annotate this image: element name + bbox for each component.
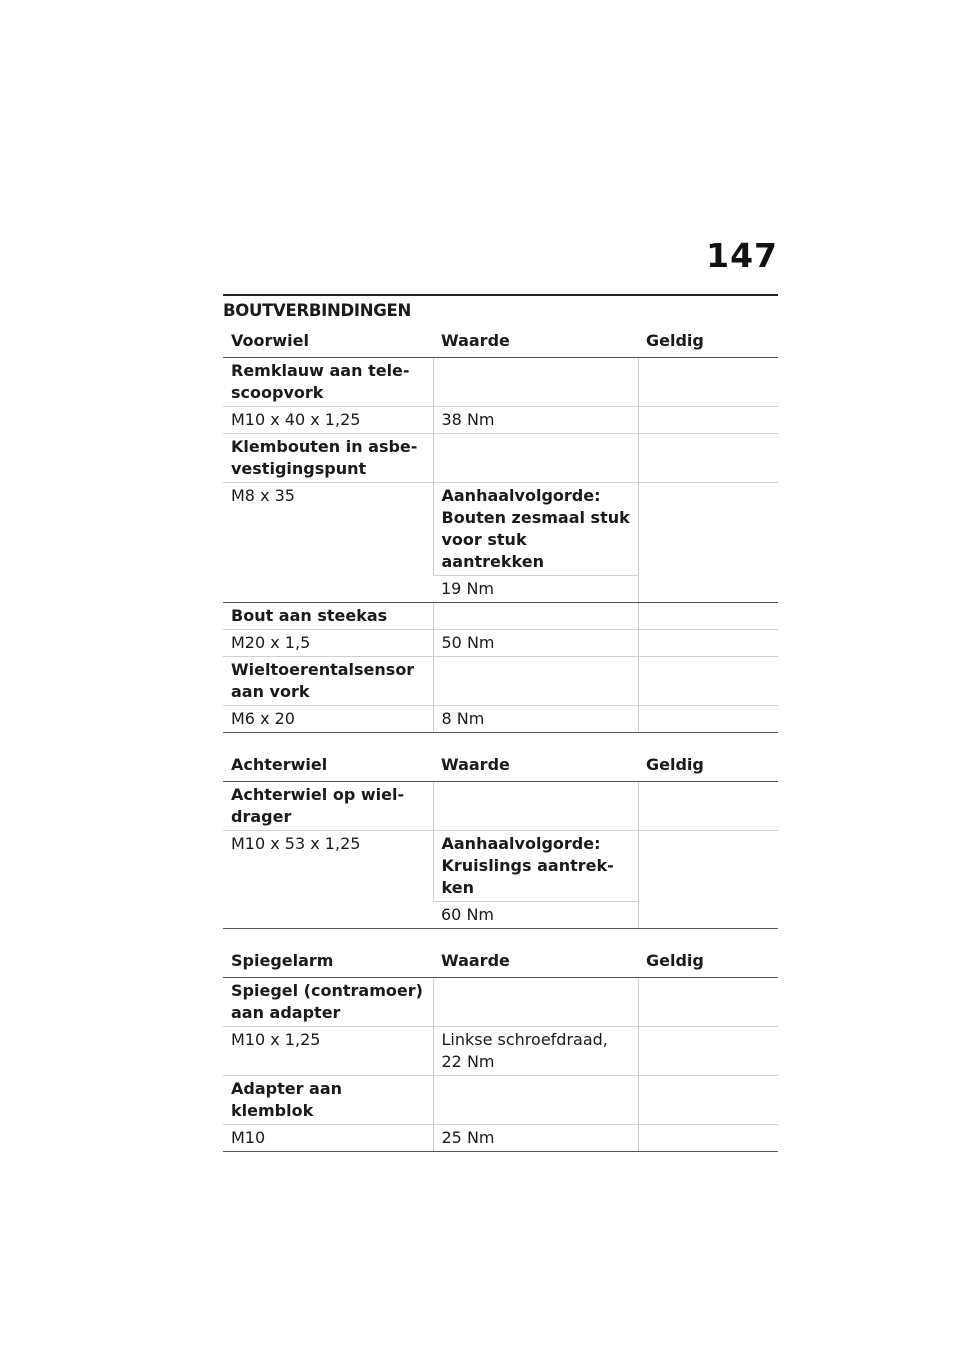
- item-value: [433, 657, 638, 706]
- item-value: [433, 1076, 638, 1125]
- page-number: 147: [706, 236, 778, 275]
- item-value: [433, 978, 638, 1027]
- table-row: [223, 1076, 778, 1125]
- item-valid: [638, 603, 778, 630]
- bolt-size: M6 x 20: [223, 706, 433, 733]
- torque-value: 19 Nm: [433, 576, 638, 603]
- header-waarde: Waarde: [433, 747, 638, 782]
- item-valid: [638, 1076, 778, 1125]
- item-name: Achterwiel op wiel-drager: [223, 782, 433, 831]
- item-valid: [638, 358, 778, 407]
- header-spiegelarm: Spiegelarm: [223, 943, 433, 978]
- item-valid: [638, 657, 778, 706]
- torque-value: 38 Nm: [433, 407, 638, 434]
- table-row: [223, 706, 778, 733]
- item-valid: [638, 630, 778, 657]
- table-spiegelarm: [223, 943, 778, 1152]
- item-valid: [638, 782, 778, 831]
- bolt-size: M10: [223, 1125, 433, 1152]
- table-row: [223, 358, 778, 407]
- torque-value: 60 Nm: [433, 902, 638, 929]
- header-geldig: Geldig: [638, 747, 778, 782]
- bolt-size: M20 x 1,5: [223, 630, 433, 657]
- table-row: [223, 434, 778, 483]
- header-voorwiel: Voorwiel: [223, 323, 433, 358]
- item-name: Spiegel (contramoer) aan adapter: [223, 978, 433, 1027]
- header-waarde: Waarde: [433, 943, 638, 978]
- item-valid: [638, 434, 778, 483]
- item-name: Adapter aan klemblok: [223, 1076, 433, 1125]
- item-valid: [638, 1125, 778, 1152]
- table-row: [223, 1125, 778, 1152]
- table-achterwiel: [223, 747, 778, 929]
- table-gap: [223, 929, 778, 943]
- header-geldig: Geldig: [638, 323, 778, 358]
- bolt-size: M8 x 35: [223, 483, 433, 603]
- item-valid: [638, 706, 778, 733]
- bolt-size: M10 x 53 x 1,25: [223, 831, 433, 929]
- item-name: Klembouten in asbe-vestigingspunt: [223, 434, 433, 483]
- item-name: Bout aan steekas: [223, 603, 433, 630]
- table-row: [223, 407, 778, 434]
- bolt-size: M10 x 40 x 1,25: [223, 407, 433, 434]
- torque-value: 25 Nm: [433, 1125, 638, 1152]
- table-row: [223, 657, 778, 706]
- tightening-order: Aanhaalvolgorde: Kruislings aantrek-ken: [433, 831, 638, 902]
- item-name: Remklauw aan tele-scoopvork: [223, 358, 433, 407]
- item-valid: [638, 1027, 778, 1076]
- table-gap: [223, 733, 778, 747]
- item-value: [433, 434, 638, 483]
- table-voorwiel: [223, 323, 778, 733]
- torque-value: 50 Nm: [433, 630, 638, 657]
- item-value: [433, 782, 638, 831]
- top-rule: [223, 294, 778, 296]
- torque-value: Linkse schroefdraad, 22 Nm: [433, 1027, 638, 1076]
- section-title: BOUTVERBINDINGEN: [223, 301, 411, 320]
- item-value: [433, 603, 638, 630]
- header-achterwiel: Achterwiel: [223, 747, 433, 782]
- item-name: Wieltoerentalsensor aan vork: [223, 657, 433, 706]
- table-row: [223, 483, 778, 576]
- item-valid: [638, 407, 778, 434]
- item-valid: [638, 978, 778, 1027]
- header-geldig: Geldig: [638, 943, 778, 978]
- table-row: [223, 603, 778, 630]
- torque-value: 8 Nm: [433, 706, 638, 733]
- table-row: [223, 630, 778, 657]
- table-row: [223, 1027, 778, 1076]
- table-row: [223, 831, 778, 902]
- tightening-order: Aanhaalvolgorde: Bouten zesmaal stuk voor stuk aantrekken: [433, 483, 638, 576]
- item-value: [433, 358, 638, 407]
- bolt-size: M10 x 1,25: [223, 1027, 433, 1076]
- table-row: [223, 978, 778, 1027]
- table-row: [223, 782, 778, 831]
- item-valid: [638, 831, 778, 929]
- item-valid: [638, 483, 778, 603]
- header-waarde: Waarde: [433, 323, 638, 358]
- torque-spec-section: [223, 294, 778, 1152]
